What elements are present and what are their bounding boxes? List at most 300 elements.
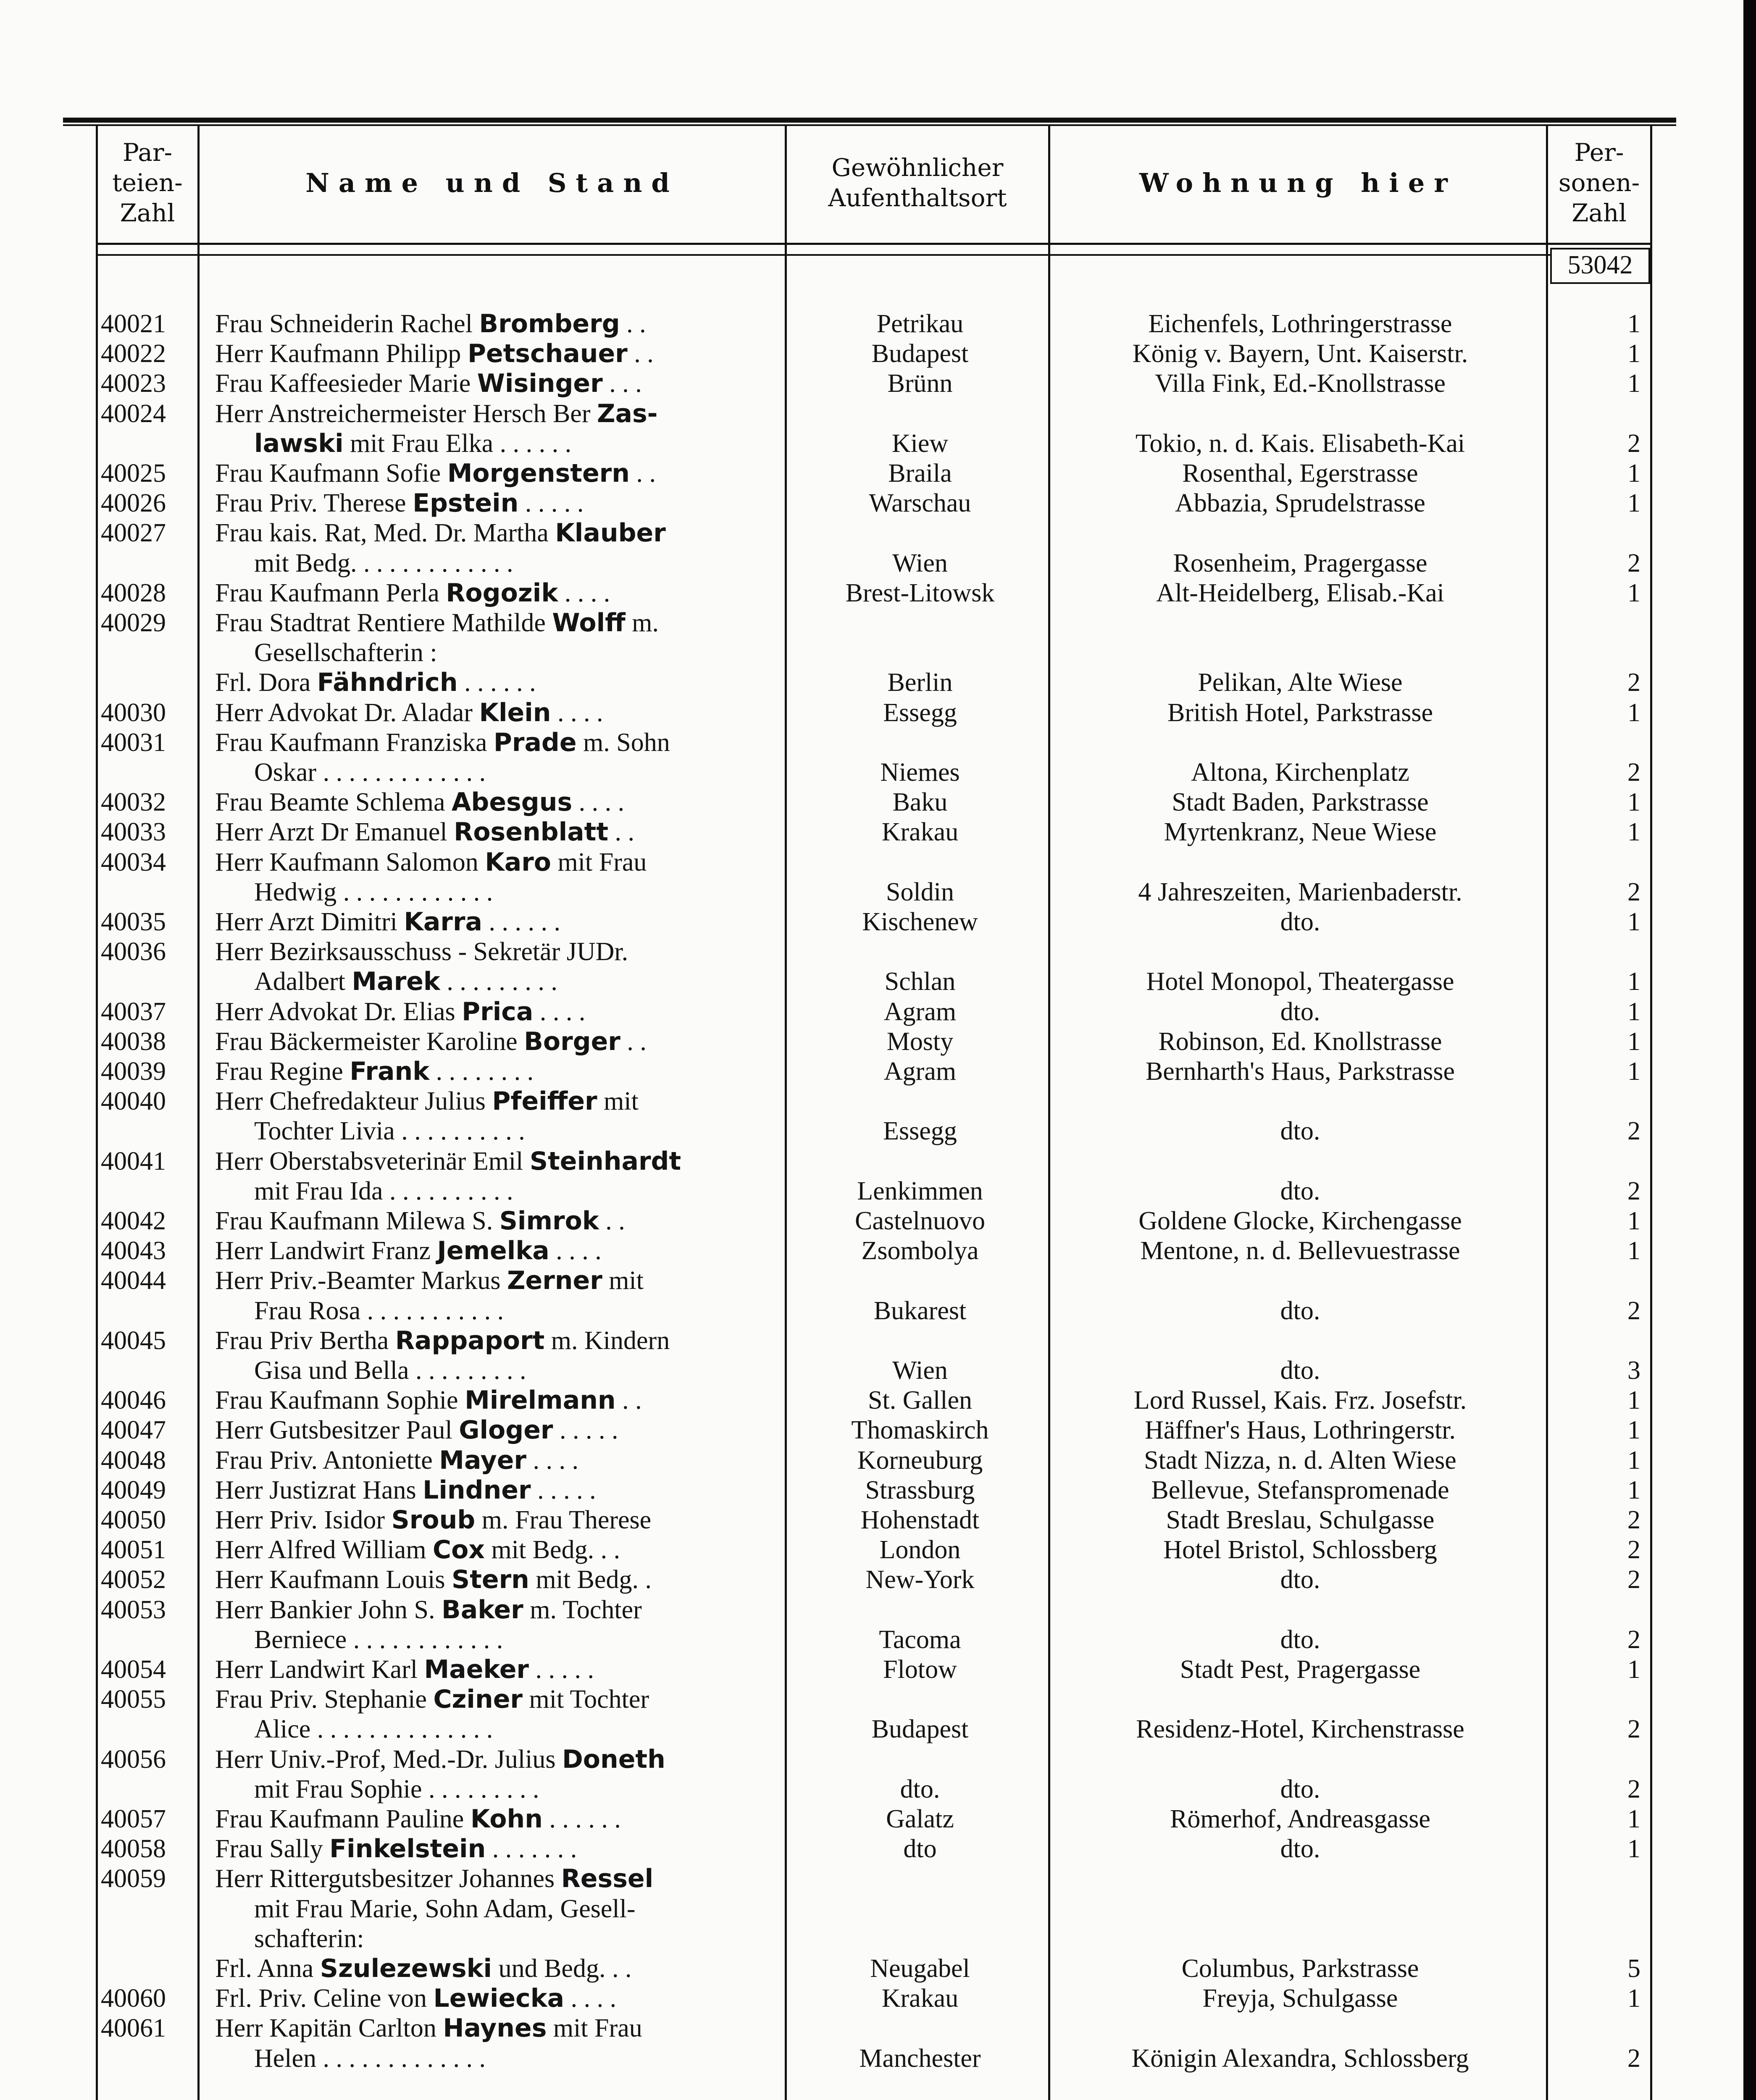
table-row <box>0 877 1743 907</box>
header-parteien-zahl: Par- teien- Zahl <box>112 138 183 227</box>
aufenthaltsort: Wien <box>892 1356 948 1385</box>
header-name-und-stand: Name und Stand <box>305 167 679 198</box>
name-prefix: Frau Kaufmann Perla <box>215 579 446 607</box>
wohnung: Stadt Nizza, n. d. Alten Wiese <box>1144 1446 1456 1475</box>
aufenthaltsort: Braila <box>888 459 952 488</box>
aufenthaltsort: dto <box>903 1835 937 1863</box>
personen-zahl: 2 <box>1627 1506 1640 1534</box>
name-prefix: Frau Priv. Antoniette <box>215 1446 439 1475</box>
aufenthaltsort: Korneuburg <box>857 1446 983 1475</box>
personen-zahl: 2 <box>1627 1297 1640 1325</box>
name-suffix: . . . . <box>551 698 603 727</box>
parteien-zahl: 40028 <box>101 579 166 607</box>
parteien-zahl: 40041 <box>101 1147 166 1176</box>
aufenthaltsort: Schlan <box>884 967 956 996</box>
wohnung: Stadt Baden, Parkstrasse <box>1172 788 1429 816</box>
name-und-stand <box>215 608 778 638</box>
aufenthaltsort: Brest-Litowsk <box>845 579 995 607</box>
aufenthaltsort: Essegg <box>883 698 957 727</box>
aufenthaltsort: Zsombolya <box>861 1236 979 1265</box>
name-und-stand <box>215 1744 778 1774</box>
parteien-zahl: 40049 <box>101 1476 166 1504</box>
table-row <box>0 488 1743 518</box>
name-suffix: . . <box>620 310 646 338</box>
name-prefix: Frau Kaufmann Franziska <box>215 728 494 757</box>
name-suffix: mit <box>602 1266 644 1295</box>
surname: Ressel <box>561 1864 654 1893</box>
name-und-stand <box>254 1116 777 1146</box>
parteien-zahl: 40046 <box>101 1386 166 1415</box>
name-suffix: . . <box>615 1386 642 1415</box>
parteien-zahl: 40058 <box>101 1835 166 1863</box>
wohnung: Freyja, Schulgasse <box>1202 1984 1398 2013</box>
name-suffix: . . . . . . <box>542 1805 621 1833</box>
wohnung: Bernharth's Haus, Parkstrasse <box>1145 1057 1455 1086</box>
name-und-stand <box>215 1415 778 1445</box>
name-prefix: Frau Priv. Stephanie <box>215 1685 434 1714</box>
table-row <box>0 518 1743 548</box>
name-und-stand <box>215 1505 778 1535</box>
name-und-stand <box>215 698 778 728</box>
personen-zahl: 1 <box>1627 1446 1640 1475</box>
table-row <box>0 1654 1743 1685</box>
name-suffix: . . <box>627 339 654 368</box>
name-und-stand <box>215 518 778 548</box>
personen-zahl: 1 <box>1627 1416 1640 1444</box>
table-row <box>0 1475 1743 1505</box>
name-prefix: Herr Landwirt Karl <box>215 1655 424 1684</box>
table-row <box>0 937 1743 967</box>
name-und-stand <box>215 458 778 488</box>
name-und-stand <box>215 1445 778 1475</box>
name-prefix: Frau Regine <box>215 1057 350 1086</box>
name-suffix: . . . . <box>558 579 610 607</box>
aufenthaltsort: Warschau <box>869 489 971 517</box>
parteien-zahl: 40056 <box>101 1745 166 1774</box>
wohnung: British Hotel, Parkstrasse <box>1167 698 1433 727</box>
name-suffix: . . . . . <box>528 1655 594 1684</box>
name-suffix: . . . . . <box>518 489 584 517</box>
name-prefix: Herr Priv.-Beamter Markus <box>215 1266 507 1295</box>
table-row <box>0 399 1743 429</box>
name-und-stand <box>254 1625 777 1655</box>
name-prefix: Herr Chefredakteur Julius <box>215 1087 492 1116</box>
name-und-stand <box>215 1265 778 1296</box>
name-und-stand <box>254 1714 777 1744</box>
name-prefix: Berniece . . . . . . . . . . . . <box>254 1625 503 1654</box>
table-row <box>0 458 1743 488</box>
name-prefix: Herr Kaufmann Philipp <box>215 339 468 368</box>
name-und-stand <box>215 1385 778 1415</box>
name-prefix: Frau Kaffeesieder Marie <box>215 369 477 398</box>
surname: Wolff <box>552 608 626 638</box>
header-wohnung-hier: Wohnung hier <box>1139 167 1457 198</box>
name-und-stand <box>215 1834 778 1864</box>
name-prefix: Herr Gutsbesitzer Paul <box>215 1416 459 1444</box>
wohnung: Rosenthal, Egerstrasse <box>1182 459 1418 488</box>
name-und-stand <box>254 877 777 907</box>
surname: Petschauer <box>467 339 628 368</box>
name-prefix: Frau Kaufmann Sofie <box>215 459 447 488</box>
aufenthaltsort: Thomaskirch <box>851 1416 989 1444</box>
parteien-zahl: 40059 <box>101 1864 166 1893</box>
table-row <box>0 787 1743 817</box>
table-row <box>0 1983 1743 2013</box>
wohnung: Alt-Heidelberg, Elisab.-Kai <box>1156 579 1444 607</box>
wohnung: Villa Fink, Ed.-Knollstrasse <box>1155 369 1446 398</box>
surname: Epstein <box>413 488 519 518</box>
aufenthaltsort: Soldin <box>886 878 954 906</box>
surname: Finkelstein <box>329 1834 486 1864</box>
parteien-zahl: 40051 <box>101 1536 166 1564</box>
parteien-zahl: 40055 <box>101 1685 166 1714</box>
table-row <box>0 638 1743 668</box>
name-und-stand <box>254 1774 777 1804</box>
wohnung: Stadt Pest, Pragergasse <box>1180 1655 1421 1684</box>
table-row <box>0 1564 1743 1595</box>
name-prefix: mit Bedg. . . . . . . . . . . . . <box>254 549 513 578</box>
personen-zahl: 2 <box>1627 1117 1640 1145</box>
parteien-zahl: 40036 <box>101 937 166 966</box>
wohnung: Hotel Bristol, Schlossberg <box>1163 1536 1437 1564</box>
name-prefix: mit Frau Sophie . . . . . . . . . <box>254 1775 539 1803</box>
parteien-zahl: 40030 <box>101 698 166 727</box>
table-row <box>0 1086 1743 1116</box>
personen-zahl: 2 <box>1627 1715 1640 1743</box>
carried-forward-total: 53042 <box>1550 248 1650 284</box>
wohnung: Columbus, Parkstrasse <box>1181 1954 1419 1983</box>
surname: Maeker <box>424 1655 529 1684</box>
surname: Haynes <box>443 2013 547 2043</box>
wohnung: dto. <box>1280 1625 1320 1654</box>
parteien-zahl: 40057 <box>101 1805 166 1833</box>
parteien-zahl: 40060 <box>101 1984 166 2013</box>
name-prefix: Helen . . . . . . . . . . . . . <box>254 2044 486 2073</box>
personen-zahl: 1 <box>1627 1835 1640 1863</box>
name-suffix: mit Frau <box>547 2014 642 2042</box>
name-und-stand <box>215 1535 778 1565</box>
surname: Cziner <box>433 1685 523 1714</box>
parteien-zahl: 40048 <box>101 1446 166 1475</box>
name-suffix: und Bedg. . . <box>492 1954 632 1983</box>
table-row <box>0 1595 1743 1625</box>
aufenthaltsort: Tacoma <box>879 1625 961 1654</box>
personen-zahl: 1 <box>1627 310 1640 338</box>
surname: Klauber <box>555 518 666 548</box>
surname: Lindner <box>423 1475 531 1505</box>
aufenthaltsort: dto. <box>900 1775 940 1803</box>
aufenthaltsort: Manchester <box>859 2044 981 2073</box>
wohnung: dto. <box>1280 1835 1320 1863</box>
wohnung: Goldene Glocke, Kirchengasse <box>1138 1207 1462 1235</box>
table-row <box>0 578 1743 608</box>
table-row <box>0 757 1743 788</box>
surname: Steinhardt <box>529 1147 681 1176</box>
name-prefix: Herr Kaufmann Louis <box>215 1565 452 1594</box>
table-row <box>0 1056 1743 1087</box>
name-suffix: . . <box>629 459 656 488</box>
aufenthaltsort: Lenkimmen <box>857 1177 983 1205</box>
name-prefix: Frl. Anna <box>215 1954 320 1983</box>
name-und-stand <box>215 1864 778 1894</box>
parteien-zahl: 40037 <box>101 998 166 1026</box>
aufenthaltsort: Strassburg <box>865 1476 975 1504</box>
table-row <box>0 1326 1743 1356</box>
name-und-stand <box>215 847 778 877</box>
wohnung: Eichenfels, Lothringerstrasse <box>1148 310 1452 338</box>
surname: Prade <box>493 728 577 757</box>
name-und-stand <box>254 638 777 668</box>
table-row <box>0 997 1743 1027</box>
name-prefix: mit Frau Marie, Sohn Adam, Gesell- <box>254 1895 636 1923</box>
name-prefix: Frau Kaufmann Milewa S. <box>215 1207 499 1235</box>
table-row <box>0 1924 1743 1954</box>
name-prefix: Frl. Priv. Celine von <box>215 1984 434 2013</box>
parteien-zahl: 40023 <box>101 369 166 398</box>
name-prefix: Herr Kapitän Carlton <box>215 2014 443 2042</box>
personen-zahl: 1 <box>1627 908 1640 936</box>
parteien-zahl: 40053 <box>101 1596 166 1624</box>
name-prefix: Frl. Dora <box>215 668 317 697</box>
name-prefix: Frau kais. Rat, Med. Dr. Martha <box>215 519 555 547</box>
surname: Pfeiffer <box>492 1087 597 1116</box>
personen-zahl: 1 <box>1627 818 1640 846</box>
name-suffix: m. <box>625 609 659 637</box>
wohnung: dto. <box>1280 1775 1320 1803</box>
aufenthaltsort: Flotow <box>883 1655 957 1684</box>
name-prefix: Alice . . . . . . . . . . . . . . <box>254 1715 493 1743</box>
aufenthaltsort: London <box>879 1536 961 1564</box>
name-prefix: Frau Beamte Schlema <box>215 788 452 816</box>
name-und-stand <box>215 1983 778 2013</box>
surname: Stern <box>452 1565 529 1594</box>
name-prefix: Herr Bezirksausschuss - Sekretär JUDr. <box>215 937 628 966</box>
name-prefix: Tochter Livia . . . . . . . . . . <box>254 1117 525 1145</box>
surname: Simrok <box>499 1206 599 1236</box>
name-und-stand <box>215 1086 778 1116</box>
name-und-stand <box>215 1236 778 1266</box>
parteien-zahl: 40052 <box>101 1565 166 1594</box>
name-und-stand <box>215 1026 778 1057</box>
table-row <box>0 368 1743 399</box>
wohnung: Königin Alexandra, Schlossberg <box>1131 2044 1469 2073</box>
name-und-stand <box>215 1654 778 1685</box>
aufenthaltsort: Bukarest <box>873 1297 967 1325</box>
name-suffix: mit <box>597 1087 639 1116</box>
scan-edge <box>1743 0 1756 2100</box>
parteien-zahl: 40024 <box>101 399 166 428</box>
surname: Mayer <box>439 1446 527 1475</box>
table-row <box>0 1355 1743 1386</box>
table-row <box>0 1953 1743 1984</box>
surname: Sroub <box>391 1505 476 1535</box>
personen-zahl: 1 <box>1627 459 1640 488</box>
name-prefix: Frau Bäckermeister Karoline <box>215 1027 524 1056</box>
parteien-zahl: 40021 <box>101 310 166 338</box>
name-und-stand <box>215 339 778 369</box>
name-suffix: . . . . <box>564 1984 617 2013</box>
table-row <box>0 1176 1743 1206</box>
name-suffix: . . . . <box>572 788 625 816</box>
aufenthaltsort: New-York <box>865 1565 975 1594</box>
wohnung: Myrtenkranz, Neue Wiese <box>1164 818 1437 846</box>
aufenthaltsort: Castelnuovo <box>855 1207 985 1235</box>
table-row <box>0 608 1743 638</box>
parteien-zahl: 40039 <box>101 1057 166 1086</box>
personen-zahl: 1 <box>1627 1057 1640 1086</box>
aufenthaltsort: Petrikau <box>876 310 964 338</box>
personen-zahl: 2 <box>1627 1536 1640 1564</box>
name-und-stand <box>215 1146 778 1176</box>
name-prefix: Herr Advokat Dr. Aladar <box>215 698 479 727</box>
parteien-zahl: 40038 <box>101 1027 166 1056</box>
name-suffix: . . . . . . . . <box>429 1057 534 1086</box>
header-aufenthaltsort: Gewöhnlicher Aufenthaltsort <box>828 153 1007 212</box>
name-prefix: Frau Rosa . . . . . . . . . . . <box>254 1297 504 1325</box>
table-row <box>0 339 1743 369</box>
aufenthaltsort: Essegg <box>883 1117 957 1145</box>
surname: Gloger <box>459 1415 553 1445</box>
name-suffix: . . . . . <box>553 1416 618 1444</box>
name-prefix: Herr Alfred William <box>215 1536 433 1564</box>
personen-zahl: 1 <box>1627 1476 1640 1504</box>
name-suffix: mit Bedg. . . <box>485 1536 620 1564</box>
personen-zahl: 5 <box>1627 1954 1640 1983</box>
surname: lawski <box>254 429 344 458</box>
name-prefix: Herr Arzt Dimitri <box>215 908 404 936</box>
table-row <box>0 548 1743 578</box>
table-row <box>0 1744 1743 1774</box>
personen-zahl: 1 <box>1627 489 1640 517</box>
table-row <box>0 1385 1743 1415</box>
table-row <box>0 1625 1743 1655</box>
surname: Wisinger <box>477 369 603 398</box>
name-prefix: Frau Kaufmann Sophie <box>215 1386 465 1415</box>
name-suffix: m. Kindern <box>544 1326 670 1355</box>
name-und-stand <box>254 1355 777 1386</box>
parteien-zahl: 40027 <box>101 519 166 547</box>
header-rule <box>97 243 1651 245</box>
name-und-stand <box>254 757 777 788</box>
surname: Mirelmann <box>465 1386 616 1415</box>
aufenthaltsort: Brünn <box>887 369 953 398</box>
surname: Frank <box>350 1057 430 1086</box>
table-row <box>0 907 1743 937</box>
parteien-zahl: 40050 <box>101 1506 166 1534</box>
name-und-stand <box>215 309 778 339</box>
surname: Zas- <box>597 399 658 428</box>
wohnung: Altona, Kirchenplatz <box>1191 758 1409 787</box>
name-suffix: . . <box>620 1027 647 1056</box>
name-prefix: Frau Priv Bertha <box>215 1326 395 1355</box>
table-row <box>0 1415 1743 1445</box>
name-prefix: Herr Oberstabsveterinär Emil <box>215 1147 530 1176</box>
name-prefix: Herr Arzt Dr Emanuel <box>215 818 454 846</box>
table-row <box>0 1146 1743 1176</box>
parteien-zahl: 40032 <box>101 788 166 816</box>
name-prefix: Herr Kaufmann Salomon <box>215 848 485 877</box>
surname: Kohn <box>470 1804 543 1834</box>
name-und-stand <box>215 488 778 518</box>
name-suffix: mit Tochter <box>523 1685 649 1714</box>
wohnung: König v. Bayern, Unt. Kaiserstr. <box>1132 339 1468 368</box>
table-row <box>0 2043 1743 2074</box>
personen-zahl: 2 <box>1627 878 1640 906</box>
personen-zahl: 2 <box>1627 1177 1640 1205</box>
name-und-stand <box>215 1804 778 1834</box>
name-und-stand <box>215 787 778 817</box>
personen-zahl: 2 <box>1627 1625 1640 1654</box>
aufenthaltsort: Baku <box>892 788 948 816</box>
name-prefix: Frau Stadtrat Rentiere Mathilde <box>215 609 552 637</box>
table-row <box>0 1864 1743 1894</box>
parteien-zahl: 40026 <box>101 489 166 517</box>
table-row <box>0 1236 1743 1266</box>
name-prefix: mit Frau Ida . . . . . . . . . . <box>254 1177 513 1205</box>
name-und-stand <box>215 399 778 429</box>
surname: Jemelka <box>437 1236 549 1265</box>
wohnung: Tokio, n. d. Kais. Elisabeth-Kai <box>1135 429 1465 458</box>
wohnung: Residenz-Hotel, Kirchenstrasse <box>1136 1715 1464 1743</box>
name-suffix: mit Frau <box>551 848 647 877</box>
personen-zahl: 1 <box>1627 1984 1640 2013</box>
parteien-zahl: 40054 <box>101 1655 166 1684</box>
surname: Rappaport <box>395 1326 545 1355</box>
table-row <box>0 698 1743 728</box>
parteien-zahl: 40047 <box>101 1416 166 1444</box>
name-und-stand <box>215 937 778 967</box>
name-suffix: . . . . <box>533 998 586 1026</box>
aufenthaltsort: Krakau <box>881 1984 959 2013</box>
surname: Bromberg <box>479 309 620 339</box>
name-suffix: . . . . . . <box>457 668 536 697</box>
name-und-stand <box>215 578 778 608</box>
table-row <box>0 1894 1743 1924</box>
table-row <box>0 1804 1743 1834</box>
aufenthaltsort: Wien <box>892 549 948 578</box>
name-und-stand <box>254 548 777 578</box>
name-suffix: . . . . . . . <box>486 1835 577 1863</box>
wohnung: dto. <box>1280 1297 1320 1325</box>
name-prefix: Herr Priv. Isidor <box>215 1506 392 1534</box>
parteien-zahl: 40061 <box>101 2014 166 2042</box>
parteien-zahl: 40034 <box>101 848 166 877</box>
aufenthaltsort: Budapest <box>871 339 969 368</box>
personen-zahl: 2 <box>1627 549 1640 578</box>
parteien-zahl: 40043 <box>101 1236 166 1265</box>
name-und-stand <box>215 1953 778 1984</box>
aufenthaltsort: St. Gallen <box>868 1386 972 1415</box>
surname: Borger <box>524 1027 620 1056</box>
personen-zahl: 1 <box>1627 369 1640 398</box>
table-row <box>0 1296 1743 1326</box>
name-prefix: Frau Schneiderin Rachel <box>215 310 479 338</box>
name-suffix: . . . . . . <box>482 908 561 936</box>
aufenthaltsort: Hohenstadt <box>860 1506 980 1534</box>
name-prefix: Frau Kaufmann Pauline <box>215 1805 471 1833</box>
parteien-zahl: 40031 <box>101 728 166 757</box>
name-und-stand <box>215 1684 778 1714</box>
surname: Rogozik <box>446 578 558 608</box>
name-und-stand <box>254 1894 777 1924</box>
parteien-zahl: 40040 <box>101 1087 166 1116</box>
table-row <box>0 1714 1743 1744</box>
parteien-zahl: 40029 <box>101 609 166 637</box>
table-row <box>0 667 1743 698</box>
personen-zahl: 1 <box>1627 1027 1640 1056</box>
wohnung: dto. <box>1280 1117 1320 1145</box>
name-prefix: Herr Justizrat Hans <box>215 1476 423 1504</box>
